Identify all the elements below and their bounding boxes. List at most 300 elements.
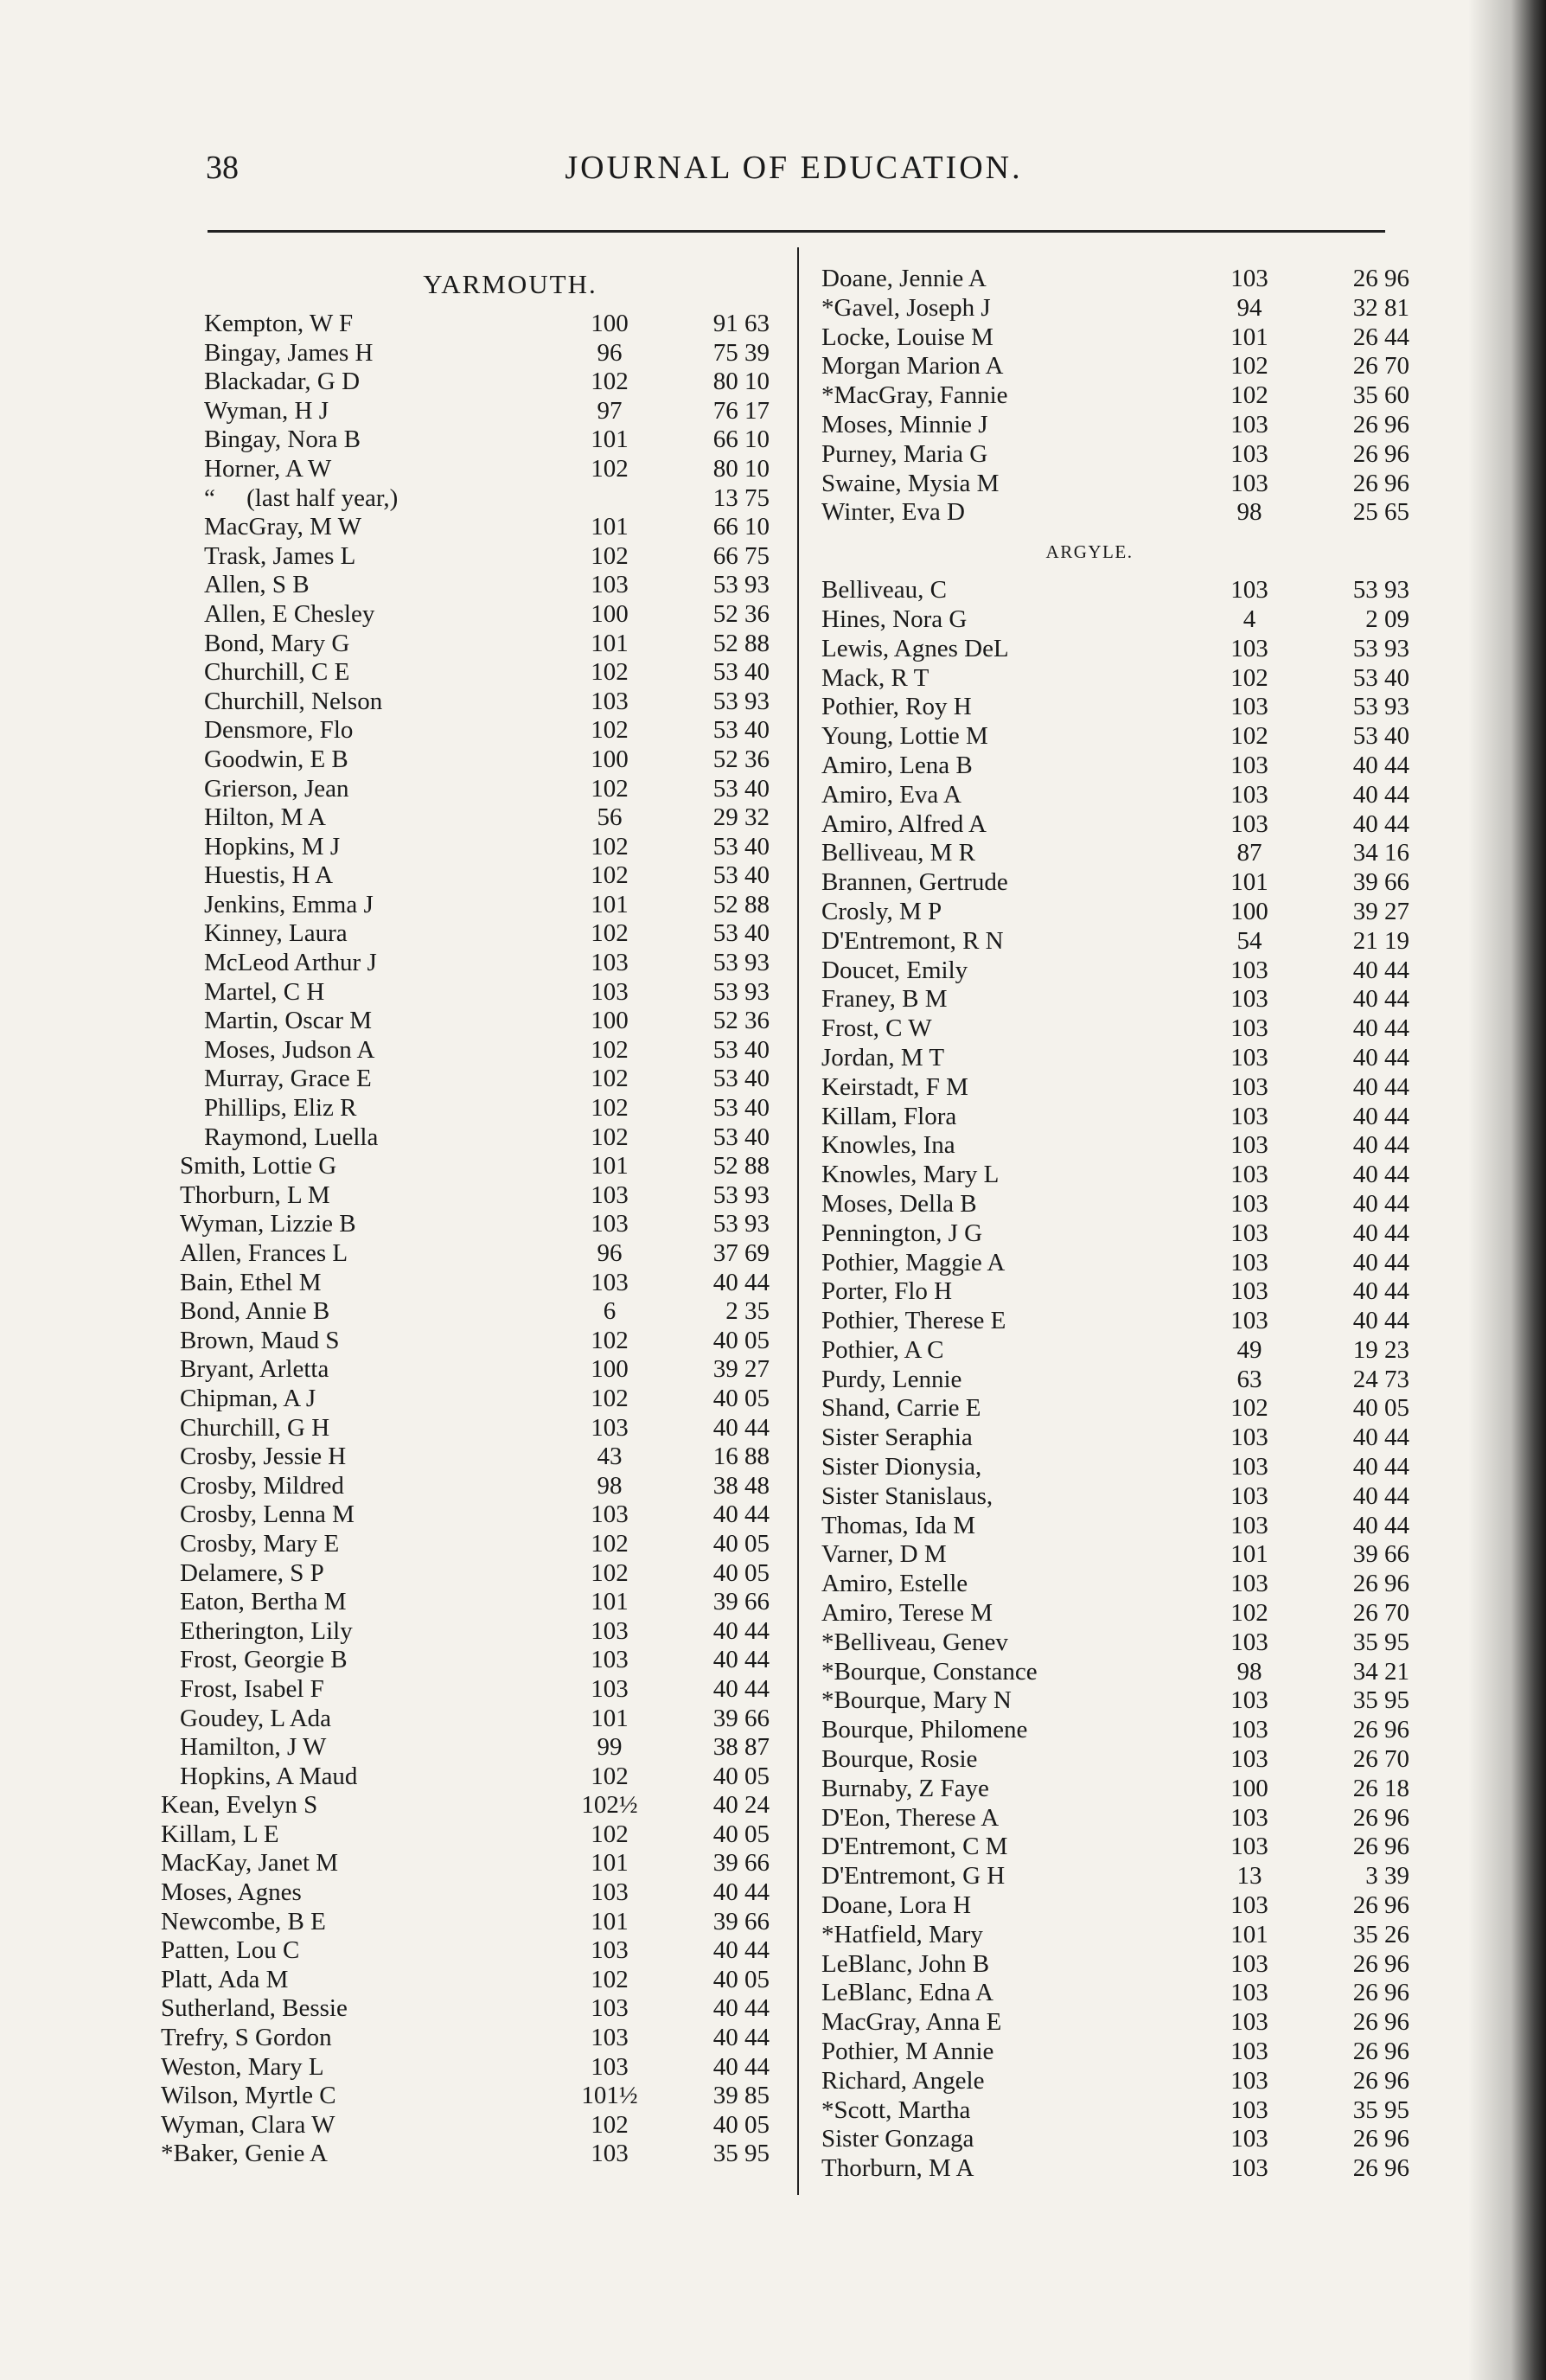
amount-cell: 40 44 [712, 1413, 770, 1442]
table-row [138, 1414, 770, 1443]
name-cell: Lewis, Agnes DeL [821, 634, 1009, 662]
table-row [770, 635, 1409, 664]
table-row [138, 1733, 770, 1763]
days-cell: 102 [1230, 1394, 1268, 1423]
amount-cell: 76 17 [712, 396, 770, 425]
table-row [770, 927, 1409, 956]
days-cell: 103 [1230, 1424, 1268, 1452]
days-cell: 102 [1230, 381, 1268, 410]
table-row [770, 1804, 1409, 1833]
header-rule [208, 230, 1385, 233]
table-row [770, 1745, 1409, 1775]
table-row [770, 1775, 1409, 1804]
days-cell: 4 [1243, 605, 1256, 633]
days-cell: 102 [591, 658, 629, 687]
days-cell: 102 [591, 1762, 629, 1790]
name-cell: Weston, Mary L [161, 2052, 324, 2081]
amount-cell: 40 44 [712, 1994, 770, 2023]
days-cell: 101 [1230, 323, 1268, 351]
name-cell: *Hatfield, Mary [821, 1920, 983, 1948]
days-cell: 103 [1230, 985, 1268, 1014]
amount-cell: 40 44 [1352, 985, 1409, 1014]
table-row [770, 1512, 1409, 1541]
table-row [770, 265, 1409, 294]
name-cell: Frost, Georgie B [180, 1646, 348, 1674]
table-row [138, 484, 770, 514]
days-cell: 100 [591, 599, 629, 628]
amount-cell: 26 96 [1352, 1949, 1409, 1978]
amount-cell: 53 93 [712, 949, 770, 977]
name-cell: Purdy, Lennie [821, 1365, 962, 1393]
days-cell: 101 [1230, 1920, 1268, 1948]
name-cell: *Scott, Martha [821, 2095, 971, 2124]
name-cell: Purney, Maria G [821, 439, 988, 468]
table-row [138, 1181, 770, 1211]
table-row [138, 1385, 770, 1414]
name-cell: Hines, Nora G [821, 605, 968, 633]
days-cell: 103 [1230, 1745, 1268, 1774]
days-cell: 94 [1236, 293, 1262, 322]
amount-cell: 26 96 [1352, 2125, 1409, 2153]
amount-cell: 26 44 [1352, 323, 1409, 351]
table-row [770, 440, 1409, 470]
days-cell: 101 [591, 1704, 629, 1732]
table-row [770, 1073, 1409, 1103]
name-cell: Horner, A W [204, 454, 332, 483]
days-cell: 103 [1230, 410, 1268, 438]
table-row [138, 513, 770, 542]
table-row [138, 745, 770, 775]
amount-cell: 26 96 [1352, 1570, 1409, 1598]
table-row [138, 2053, 770, 2082]
table-row [770, 1950, 1409, 1980]
table-row [770, 1658, 1409, 1687]
days-cell: 103 [1230, 1014, 1268, 1043]
name-cell: Doucet, Emily [821, 956, 968, 984]
amount-cell: 53 40 [712, 861, 770, 890]
name-cell: Belliveau, C [821, 576, 947, 605]
name-cell: Allen, S B [204, 571, 310, 599]
days-cell: 103 [1230, 1189, 1268, 1218]
table-row [138, 949, 770, 978]
table-row [770, 985, 1409, 1014]
amount-cell: 39 27 [712, 1355, 770, 1384]
days-cell: 102 [591, 541, 629, 570]
days-cell: 102 [591, 919, 629, 948]
days-cell: 103 [591, 1268, 629, 1296]
table-row [138, 1791, 770, 1820]
amount-cell: 25 65 [1352, 498, 1409, 527]
table-row [770, 1131, 1409, 1161]
amount-cell: 53 40 [1352, 663, 1409, 692]
table-row [138, 1036, 770, 1065]
table-row [770, 1219, 1409, 1249]
days-cell: 102 [591, 368, 629, 396]
days-cell: 100 [1230, 1774, 1268, 1802]
table-row [770, 576, 1409, 605]
amount-cell: 40 44 [712, 1936, 770, 1965]
amount-cell: 40 44 [712, 1500, 770, 1529]
table-row [770, 1833, 1409, 1862]
table-row [770, 1716, 1409, 1745]
table-row [770, 1277, 1409, 1307]
name-cell: Frost, Isabel F [180, 1674, 324, 1703]
days-cell: 102 [1230, 352, 1268, 381]
amount-cell: 13 75 [712, 483, 770, 512]
amount-cell: 40 24 [712, 1791, 770, 1820]
name-cell: *MacGray, Fannie [821, 381, 1008, 410]
name-cell: Wilson, Myrtle C [161, 2082, 336, 2110]
days-cell: 49 [1236, 1335, 1262, 1364]
section-heading-yarmouth: YARMOUTH. [423, 269, 597, 299]
days-cell: 102 [1230, 722, 1268, 751]
amount-cell: 53 93 [712, 1210, 770, 1238]
name-cell: Sister Gonzaga [821, 2125, 974, 2153]
amount-cell: 40 44 [1352, 1248, 1409, 1276]
table-row [138, 1500, 770, 1530]
table-row [138, 2024, 770, 2053]
days-cell: 101 [1230, 868, 1268, 897]
name-cell: Brannen, Gertrude [821, 868, 1008, 897]
amount-cell: 40 44 [1352, 1277, 1409, 1306]
amount-cell: 66 75 [712, 541, 770, 570]
name-cell: Chipman, A J [180, 1384, 316, 1412]
days-cell: 102 [591, 1529, 629, 1558]
table-row [138, 1908, 770, 1937]
days-cell: 103 [1230, 1043, 1268, 1072]
days-cell: 101 [591, 629, 629, 657]
table-row [770, 752, 1409, 781]
days-cell: 103 [1230, 780, 1268, 809]
name-cell: Crosby, Mary E [180, 1529, 340, 1558]
days-cell: 43 [597, 1443, 623, 1471]
amount-cell: 19 23 [1352, 1335, 1409, 1364]
days-cell: 103 [591, 1878, 629, 1907]
name-cell: Amiro, Lena B [821, 751, 973, 779]
table-row [770, 722, 1409, 752]
table-row [138, 978, 770, 1008]
table-row [770, 1628, 1409, 1658]
amount-cell: 52 88 [712, 1152, 770, 1180]
amount-cell: 40 44 [712, 1616, 770, 1645]
table-row [770, 1014, 1409, 1044]
table-row [138, 1588, 770, 1617]
days-cell: 6 [603, 1297, 616, 1326]
table-row [770, 1891, 1409, 1921]
days-cell: 103 [1230, 2125, 1268, 2153]
amount-cell: 39 66 [712, 1849, 770, 1878]
amount-cell: 40 05 [712, 2110, 770, 2139]
days-cell: 103 [1230, 1277, 1268, 1306]
name-cell: Sutherland, Bessie [161, 1994, 348, 2023]
name-cell: Hamilton, J W [180, 1733, 327, 1762]
days-cell: 102 [1230, 663, 1268, 692]
amount-cell: 38 87 [712, 1733, 770, 1762]
page-header [206, 149, 1382, 201]
table-row [770, 898, 1409, 927]
days-cell: 87 [1236, 839, 1262, 867]
amount-cell: 53 93 [712, 977, 770, 1006]
table-row [138, 1355, 770, 1385]
name-cell: Brown, Maud S [180, 1326, 340, 1354]
amount-cell: 52 36 [712, 745, 770, 773]
name-cell: Pothier, A C [821, 1335, 944, 1364]
table-row [138, 1530, 770, 1559]
name-cell: MacKay, Janet M [161, 1849, 339, 1878]
name-cell: Keirstadt, F M [821, 1072, 968, 1101]
name-cell: Thomas, Ida M [821, 1511, 975, 1539]
name-cell: Moses, Minnie J [821, 410, 988, 438]
days-cell: 103 [591, 1994, 629, 2023]
table-row [770, 411, 1409, 440]
name-cell: Amiro, Eva A [821, 780, 961, 809]
amount-cell: 40 44 [1352, 780, 1409, 809]
table-row [770, 1424, 1409, 1453]
yarmouth-table [138, 310, 770, 2169]
name-cell: Sister Stanislaus, [821, 1481, 993, 1510]
amount-cell: 52 88 [712, 629, 770, 657]
days-cell: 103 [1230, 1833, 1268, 1861]
days-cell: 103 [1230, 751, 1268, 779]
table-row [770, 2038, 1409, 2067]
table-row [138, 775, 770, 804]
table-row [770, 810, 1409, 840]
days-cell: 13 [1236, 1862, 1262, 1891]
name-cell: *Gavel, Joseph J [821, 293, 991, 322]
table-row [770, 323, 1409, 353]
days-cell: 103 [1230, 1686, 1268, 1715]
days-cell: 102 [591, 1384, 629, 1412]
table-row [138, 1152, 770, 1181]
name-cell: Etherington, Lily [180, 1616, 353, 1645]
amount-cell: 38 48 [712, 1471, 770, 1500]
amount-cell: 53 40 [712, 1065, 770, 1093]
name-cell: Huestis, H A [204, 861, 334, 890]
amount-cell: 40 05 [1352, 1394, 1409, 1423]
table-row [138, 1705, 770, 1734]
amount-cell: 26 96 [1352, 2038, 1409, 2066]
amount-cell: 26 96 [1352, 1803, 1409, 1832]
name-cell: McLeod Arthur J [204, 949, 377, 977]
table-row [770, 664, 1409, 694]
amount-cell: 26 96 [1352, 1716, 1409, 1744]
name-cell: Knowles, Ina [821, 1131, 955, 1160]
amount-cell: 40 05 [712, 1384, 770, 1412]
amount-cell: 39 66 [712, 1704, 770, 1732]
table-row [138, 1849, 770, 1878]
days-cell: 103 [591, 1500, 629, 1529]
amount-cell: 53 93 [1352, 634, 1409, 662]
table-row [138, 861, 770, 891]
days-cell: 100 [1230, 897, 1268, 925]
table-row [770, 294, 1409, 323]
amount-cell: 53 93 [1352, 693, 1409, 721]
amount-cell: 39 66 [712, 1588, 770, 1616]
days-cell: 97 [597, 396, 623, 425]
table-row [770, 1366, 1409, 1395]
name-cell: Pothier, Roy H [821, 693, 972, 721]
amount-cell: 26 70 [1352, 1745, 1409, 1774]
amount-cell: 53 93 [712, 571, 770, 599]
amount-cell: 53 40 [712, 832, 770, 861]
amount-cell: 26 96 [1352, 2008, 1409, 2037]
days-cell: 103 [1230, 2066, 1268, 2095]
amount-cell: 26 70 [1352, 352, 1409, 381]
amount-cell: 39 66 [712, 1907, 770, 1935]
days-cell: 103 [591, 977, 629, 1006]
amount-cell: 29 32 [712, 803, 770, 832]
days-cell: 103 [1230, 1453, 1268, 1481]
name-cell: MacGray, Anna E [821, 2008, 1002, 2037]
days-cell: 103 [1230, 1161, 1268, 1189]
table-row [138, 688, 770, 717]
amount-cell: 34 21 [1352, 1657, 1409, 1686]
name-cell: Churchill, C E [204, 658, 350, 687]
name-cell: Frost, C W [821, 1014, 932, 1043]
name-cell: Burnaby, Z Faye [821, 1774, 989, 1802]
amount-cell: 40 44 [712, 1646, 770, 1674]
table-row [138, 1123, 770, 1153]
days-cell: 101 [591, 1907, 629, 1935]
name-cell: Pothier, M Annie [821, 2038, 994, 2066]
days-cell: 96 [597, 338, 623, 367]
days-cell: 103 [1230, 1716, 1268, 1744]
days-cell: 103 [591, 1646, 629, 1674]
table-row [138, 455, 770, 484]
name-cell: Wyman, Clara W [161, 2110, 335, 2139]
table-row [138, 833, 770, 862]
days-cell: 103 [1230, 1511, 1268, 1539]
amount-cell: 40 44 [1352, 1043, 1409, 1072]
amount-cell: 26 96 [1352, 1979, 1409, 2007]
table-row [770, 1482, 1409, 1512]
name-cell: Thorburn, L M [180, 1180, 330, 1209]
amount-cell: 40 44 [1352, 1219, 1409, 1247]
name-cell: LeBlanc, Edna A [821, 1979, 993, 2007]
name-cell: Sister Dionysia, [821, 1453, 982, 1481]
amount-cell: 35 95 [712, 2140, 770, 2168]
days-cell: 96 [597, 1239, 623, 1267]
table-row [138, 339, 770, 368]
amount-cell: 40 44 [1352, 1014, 1409, 1043]
days-cell: 102 [591, 1558, 629, 1587]
days-cell: 103 [591, 2024, 629, 2052]
name-cell: Doane, Jennie A [821, 265, 987, 292]
days-cell: 103 [1230, 1891, 1268, 1920]
days-cell: 103 [591, 1674, 629, 1703]
name-cell: MacGray, M W [204, 513, 362, 541]
table-row [770, 1686, 1409, 1716]
name-cell: Pennington, J G [821, 1219, 983, 1247]
table-row [138, 1646, 770, 1675]
table-row [138, 1269, 770, 1298]
amount-cell: 80 10 [712, 368, 770, 396]
days-cell: 100 [591, 1355, 629, 1384]
days-cell: 102 [591, 1123, 629, 1151]
table-row [138, 1675, 770, 1705]
amount-cell: 53 93 [712, 687, 770, 715]
amount-cell: 40 05 [712, 1762, 770, 1790]
table-row [138, 1094, 770, 1123]
days-cell: 103 [1230, 1307, 1268, 1335]
name-cell: Bond, Mary G [204, 629, 350, 657]
days-cell: 103 [1230, 634, 1268, 662]
table-row [138, 600, 770, 630]
days-cell: 101 [591, 425, 629, 454]
yarmouth-continued-table [770, 265, 1409, 528]
table-row [770, 1190, 1409, 1219]
days-cell: 54 [1236, 926, 1262, 955]
name-cell: Bingay, Nora B [204, 425, 361, 454]
amount-cell: 26 70 [1352, 1599, 1409, 1628]
amount-cell: 40 44 [1352, 809, 1409, 838]
days-cell: 63 [1236, 1365, 1262, 1393]
days-cell: 103 [1230, 2154, 1268, 2183]
name-cell: Kinney, Laura [204, 919, 348, 948]
table-row [138, 1763, 770, 1792]
name-cell: Martel, C H [204, 977, 325, 1006]
table-row [138, 1297, 770, 1327]
name-cell: Goudey, L Ada [180, 1704, 332, 1732]
table-row [770, 956, 1409, 986]
days-cell: 103 [1230, 1628, 1268, 1656]
name-cell: Goodwin, E B [204, 745, 348, 773]
amount-cell: 26 96 [1352, 2066, 1409, 2095]
table-row [138, 891, 770, 920]
days-cell: 98 [1236, 498, 1262, 527]
name-cell: Phillips, Eliz R [204, 1094, 357, 1123]
days-cell: 102 [591, 774, 629, 803]
name-cell: Allen, Frances L [180, 1239, 348, 1267]
table-row [138, 803, 770, 833]
table-row [138, 2082, 770, 2111]
name-cell: Amiro, Terese M [821, 1599, 993, 1628]
amount-cell: 40 44 [1352, 1102, 1409, 1130]
table-row [770, 2096, 1409, 2126]
name-cell: Porter, Flo H [821, 1277, 953, 1306]
name-cell: Raymond, Luella [204, 1123, 379, 1151]
name-cell: Bourque, Philomene [821, 1716, 1028, 1744]
amount-cell: 39 66 [1352, 868, 1409, 897]
amount-cell: 80 10 [712, 454, 770, 483]
days-cell: 103 [591, 1936, 629, 1965]
table-row [138, 1936, 770, 1966]
name-cell: Densmore, Flo [204, 716, 354, 745]
table-row [770, 693, 1409, 722]
amount-cell: 39 27 [1352, 897, 1409, 925]
days-cell: 103 [1230, 1979, 1268, 2007]
table-row [770, 498, 1409, 528]
table-row [770, 1044, 1409, 1073]
right-column [770, 265, 1409, 2184]
amount-cell: 40 44 [712, 1674, 770, 1703]
name-cell: Bourque, Rosie [821, 1745, 978, 1774]
page-number: 38 [206, 150, 239, 186]
days-cell: 103 [1230, 1102, 1268, 1130]
table-row [770, 1394, 1409, 1424]
days-cell: 103 [1230, 1072, 1268, 1101]
days-cell: 100 [591, 1007, 629, 1035]
days-cell: 103 [1230, 693, 1268, 721]
left-column [138, 259, 770, 2169]
name-cell: Jenkins, Emma J [204, 890, 374, 918]
name-cell: Locke, Louise M [821, 323, 993, 351]
amount-cell: 26 18 [1352, 1774, 1409, 1802]
name-cell: Knowles, Mary L [821, 1161, 1000, 1189]
table-row [770, 1979, 1409, 2008]
days-cell: 103 [1230, 2008, 1268, 2037]
days-cell: 56 [597, 803, 623, 832]
